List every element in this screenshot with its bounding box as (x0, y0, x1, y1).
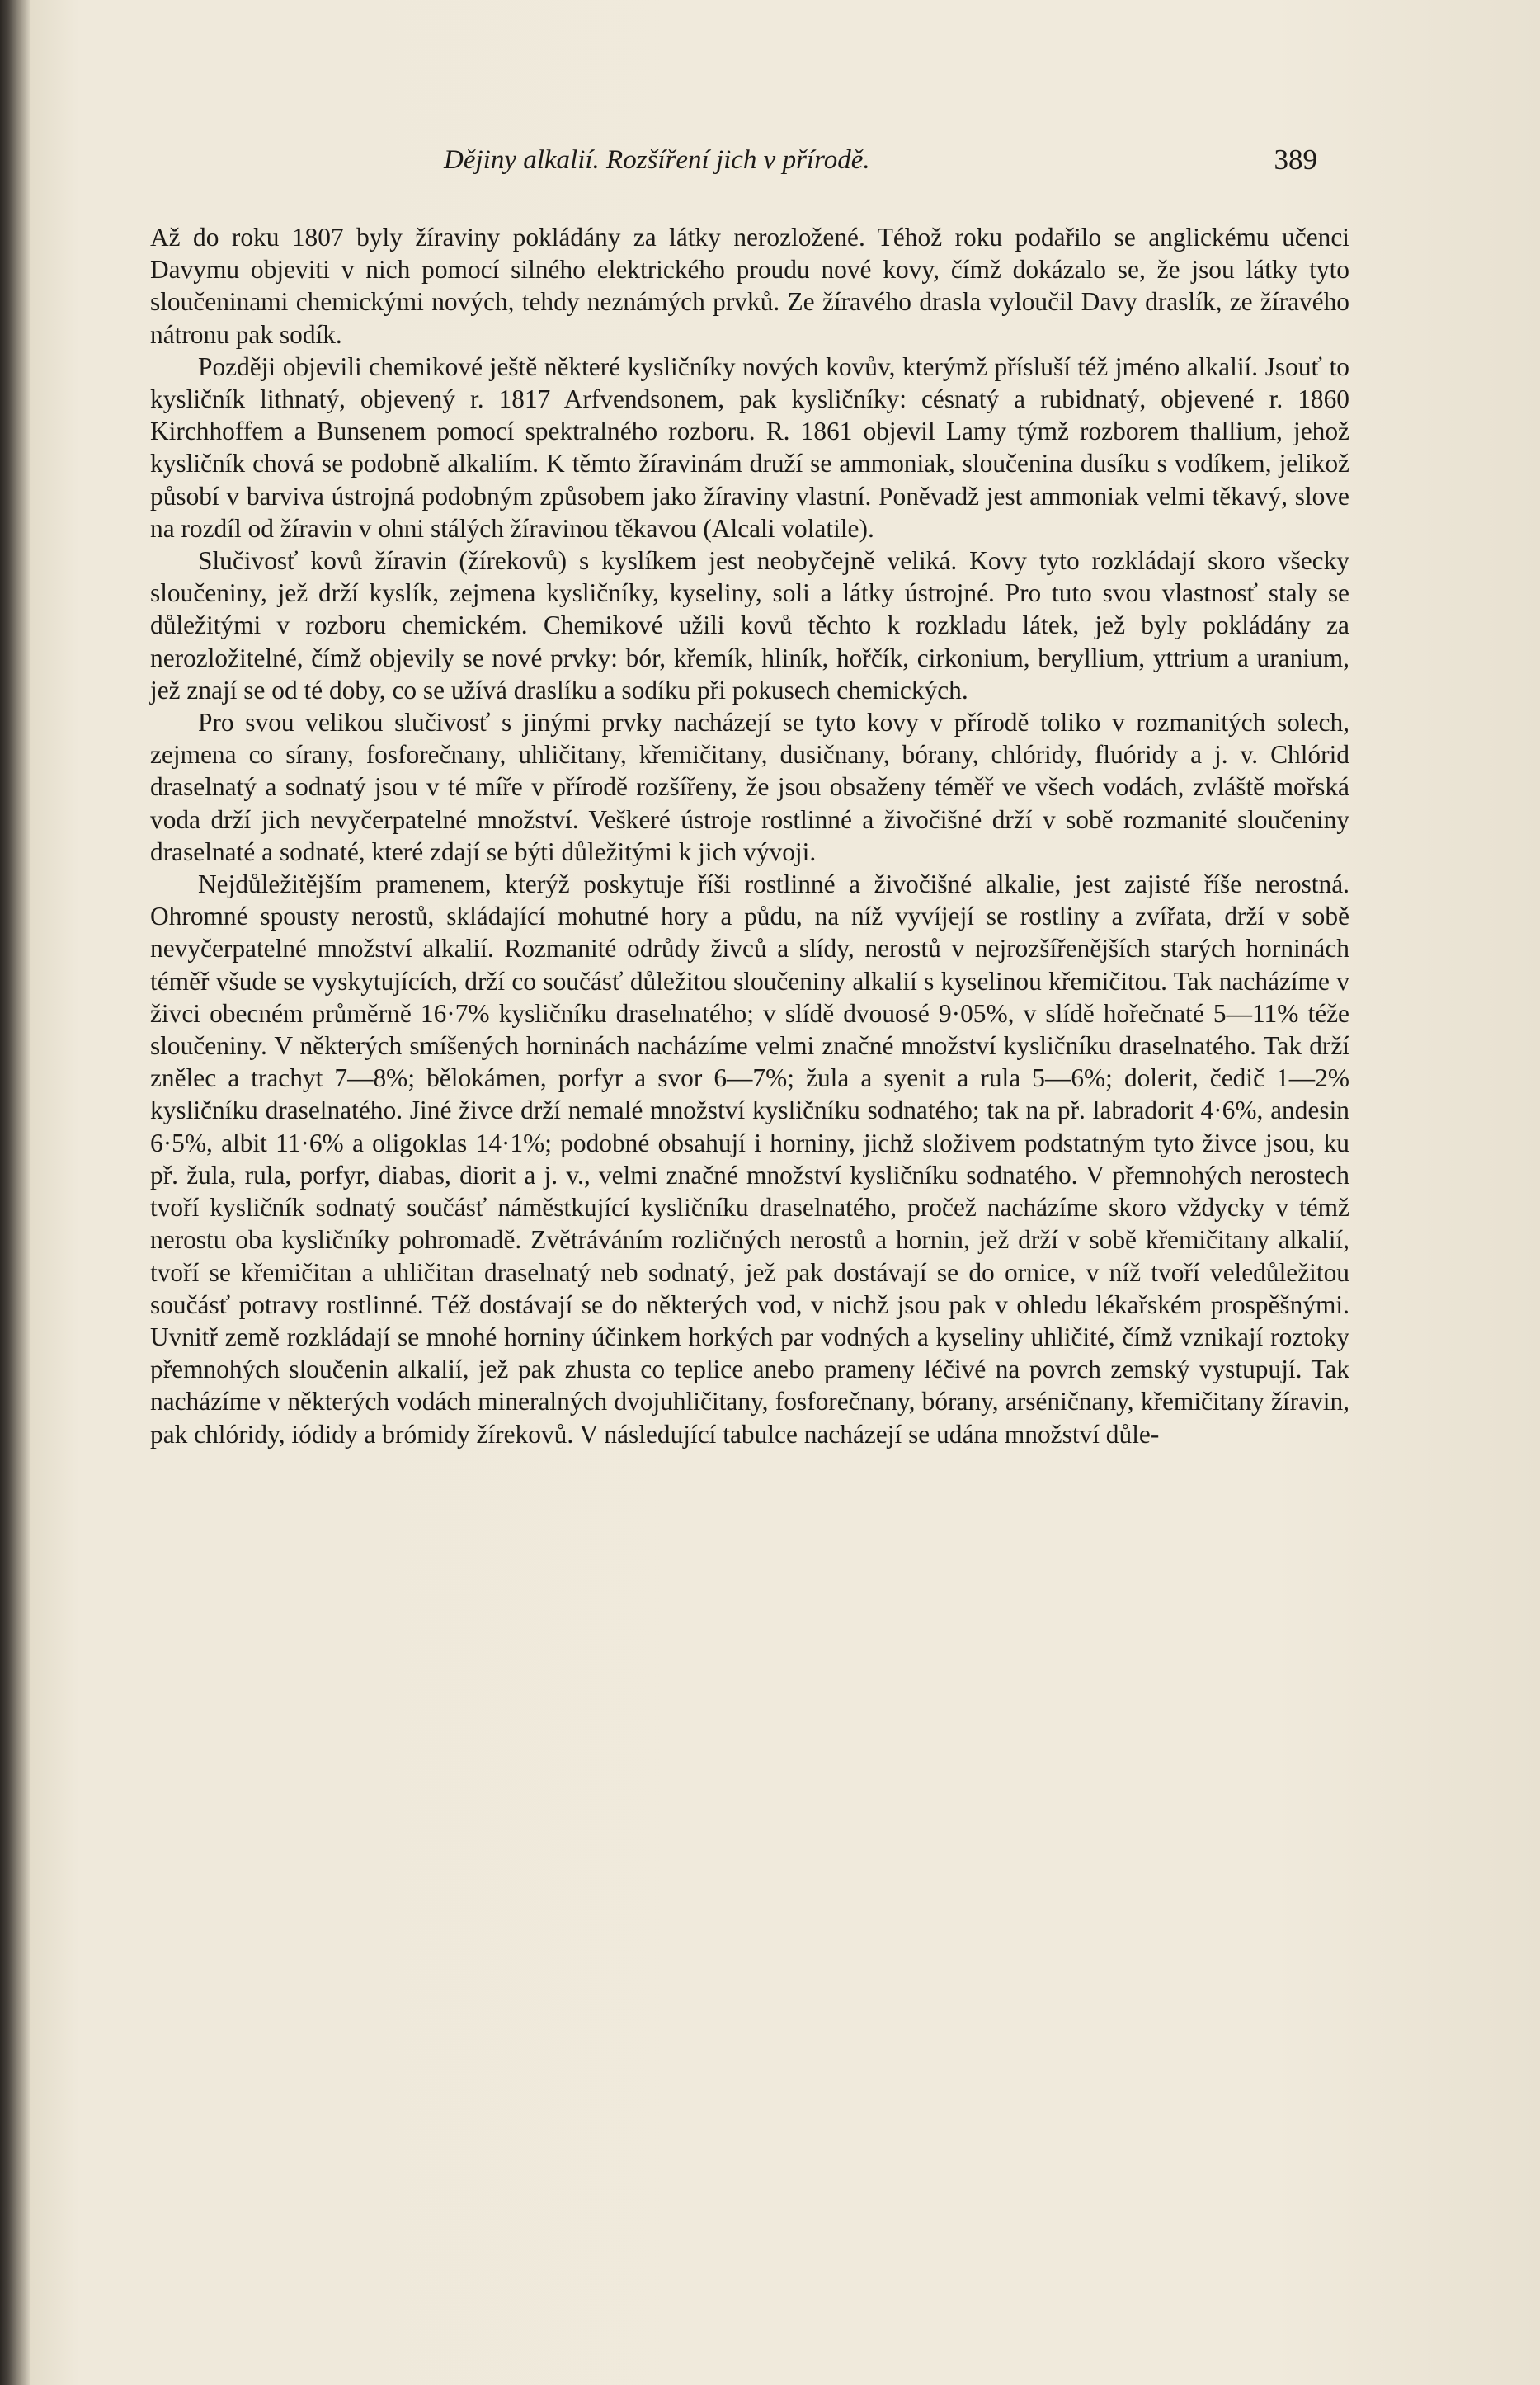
book-page (30, 0, 1540, 2385)
book-binding-edge (0, 0, 30, 2385)
running-header (417, 142, 1317, 181)
body-text (150, 221, 1349, 1450)
page-number: 389 (1274, 144, 1317, 176)
paragraph: Později objevili chemikové ještě některé kysličníky nových kovův, kterýmž přísluší též jméno alkalií. Jsouť to kysličník lithnatý, objevený r. 1817 Arfvendsonem, pak kysličníky: césnatý a rubidnatý, objevené r. 1860 Kirchhoffem a Bunsenem pomocí spektralného rozboru. R. 1861 objevil Lamy týmž rozborem thallium, jehož kysličník chová se podobně alkaliím. K těmto žíravinám druží se ammoniak, sloučenina dusíku s vodíkem, jelikož působí v barviva ústrojná podobným způsobem jako žíraviny vlastní. Poněvadž jest ammoniak velmi těkavý, slove na rozdíl od žíravin v ohni stálých žíravinou těkavou (Alcali volatile). (150, 351, 1349, 543)
paragraph: Slučivosť kovů žíravin (žírekovů) s kyslíkem jest neobyčejně veliká. Kovy tyto rozkládají skoro všecky sloučeniny, jež drží kyslík, zejmena kysličníky, kyseliny, soli a látky ústrojné. Pro tuto svou vlastnosť staly se důležitými v rozboru chemickém. Chemikové užili kovů těchto k rozkladu látek, jež byly pokládány za nerozložitelné, čímž objevily se nové prvky: bór, křemík, hliník, hořčík, cirkonium, beryllium, yttrium a uranium, jež znají se od té doby, co se užívá draslíku a sodíku při pokusech chemických. (150, 546, 1349, 705)
paragraph: Až do roku 1807 byly žíraviny pokládány za látky nerozložené. Téhož roku podařilo se anglickému učenci Davymu objeviti v nich pomocí silného elektrického proudu nové kovy, čímž dokázalo se, že jsou látky tyto sloučeninami chemickými nových, tehdy neznámých prvků. Ze žíravého drasla vyloučil Davy draslík, ze žíravého nátronu pak sodík. (150, 223, 1349, 349)
paragraph: Nejdůležitějším pramenem, kterýž poskytuje říši rostlinné a živočišné alkalie, jest zajisté říše nerostná. Ohromné spousty nerostů, skládající mohutné hory a půdu, na níž vyvíjejí se rostliny a zvířata, drží v sobě nevyčerpatelné množství alkalií. Rozmanité odrůdy živců a slídy, nerostů v nejrozšířenějších starých horninách téměř všude se vyskytujících, drží co součásť důležitou sloučeniny alkalií s kyselinou křemičitou. Tak nacházíme v živci obecném průměrně 16·7% kysličníku draselnatého; v slídě dvouosé 9·05%, v slídě hořečnaté 5—11% téže sloučeniny. V některých smíšených horninách nacházíme velmi značné množství kysličníku draselnatého. Tak drží znělec a trachyt 7—8%; bělokámen, porfyr a svor 6—7%; žula a syenit a rula 5—6%; dolerit, čedič 1—2% kysličníku draselnatého. Jiné živce drží nemalé množství kysličníku sodnatého; tak na př. labradorit 4·6%, andesin 6·5%, albit 11·6% a oligoklas 14·1%; podobné obsahují i horniny, jichž složivem podstatným tyto živce jsou, ku př. žula, rula, porfyr, diabas, diorit a j. v., velmi značné množství kysličníku sodnatého. V přemnohých nerostech tvoří kysličník sodnatý součásť náměstkující kysličníku draselnatého, pročež nacházíme skoro vždycky v témž nerostu oba kysličníky pohromadě. Zvětráváním rozličných nerostů a hornin, jež drží v sobě křemičitany alkalií, tvoří se křemičitan a uhličitan draselnatý neb sodnatý, jež pak dostávají se do ornice, v níž tvoří veledůležitou součásť potravy rostlinné. Též dostávají se do některých vod, v nichž jsou pak v ohledu lékařském prospěšnými. Uvnitř země rozkládají se mnohé horniny účinkem horkých par vodných a kyseliny uhličité, čímž vznikají roztoky přemnohých sloučenin alkalií, jež pak zhusta co teplice anebo prameny léčivé na povrch zemský vystupují. Tak nacházíme v některých vodách mineralných dvojuhličitany, fosforečnany, bórany, arséničnany, křemičitany žíravin, pak chlóridy, iódidy a brómidy žírekovů. V následující tabulce nacházejí se udána množství důle- (150, 870, 1349, 1449)
paragraph: Pro svou velikou slučivosť s jinými prvky nacházejí se tyto kovy v přírodě toliko v rozmanitých solech, zejmena co sírany, fosforečnany, uhličitany, křemičitany, dusičnany, bórany, chlóridy, fluóridy a j. v. Chlórid draselnatý a sodnatý jsou v té míře v přírodě rozšířeny, že jsou obsaženy téměř ve všech vodách, zvláště mořská voda drží jich nevyčerpatelné množství. Veškeré ústroje rostlinné a živočišné drží v sobě rozmanité sloučeniny draselnaté a sodnaté, které zdají se býti důležitými k jich vývoji. (150, 708, 1349, 866)
running-title: Dějiny alkalií. Rozšíření jich v přírodě. (444, 145, 870, 175)
